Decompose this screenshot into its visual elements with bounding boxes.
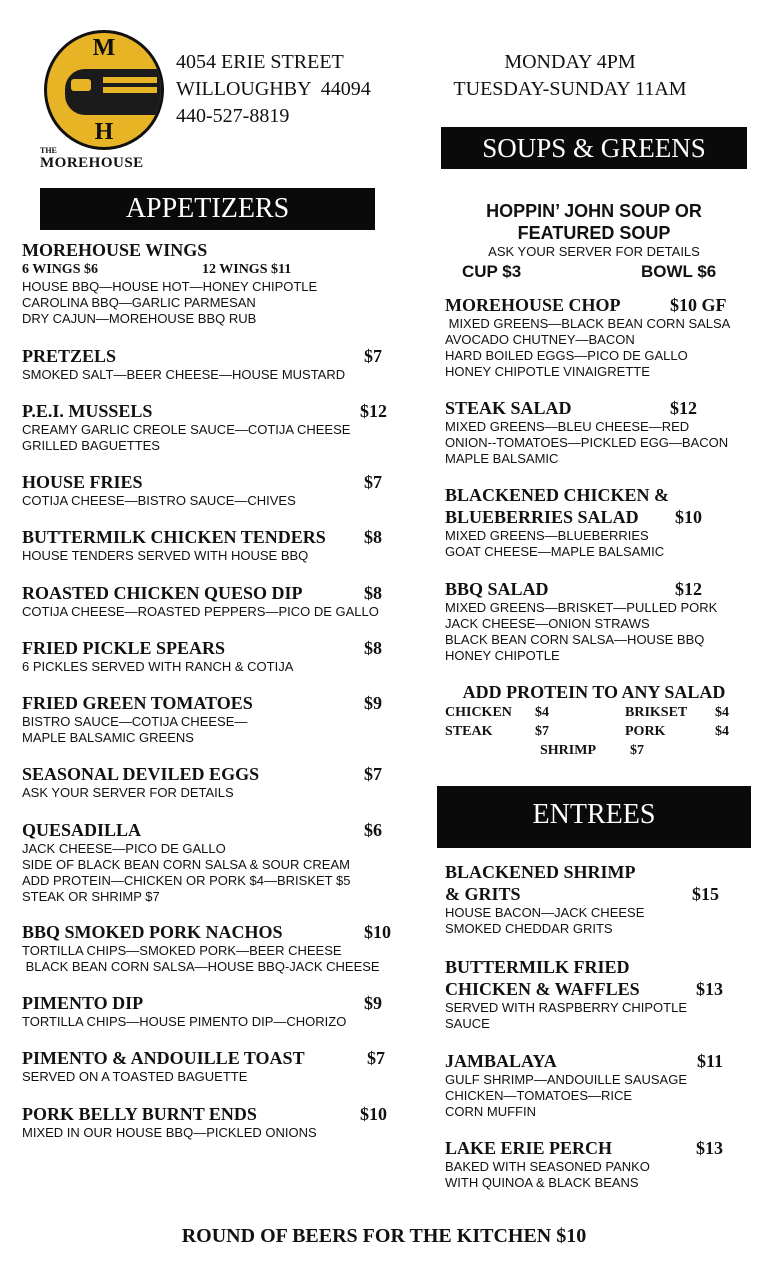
item-desc: DRY CAJUN—MOREHOUSE BBQ RUB [22, 311, 257, 326]
protein-pork: PORK [625, 724, 666, 739]
protein-chicken: CHICKEN [445, 705, 512, 720]
item-title: BUTTERMILK FRIED [445, 957, 630, 977]
item-title: FRIED PICKLE SPEARS [22, 638, 226, 658]
item-title: P.E.I. MUSSELS [22, 401, 153, 421]
section-banner-entrees: ENTREES [437, 786, 751, 848]
item-title: BLACKENED SHRIMP [445, 862, 636, 882]
item-desc: MIXED IN OUR HOUSE BBQ—PICKLED ONIONS [22, 1125, 317, 1140]
item-title-row-2 [445, 883, 745, 905]
item-title-line-2: CHICKEN & WAFFLES [445, 979, 640, 999]
address-block [176, 49, 371, 130]
item-desc: WITH QUINOA & BLACK BEANS [445, 1175, 639, 1190]
logo-letter-m: M [92, 35, 116, 61]
item-desc: SMOKED CHEDDAR GRITS [445, 921, 613, 936]
soup-title [441, 200, 747, 244]
item-desc: MIXED GREENS—BLACK BEAN CORN SALSA [445, 316, 731, 331]
item-desc: AVOCADO CHUTNEY—BACON [445, 332, 635, 347]
item-price: $10 [364, 922, 391, 942]
menu-item-salad [445, 578, 745, 664]
item-desc: BAKED WITH SEASONED PANKO [445, 1159, 650, 1174]
menu-item-salad [445, 397, 745, 467]
logo-name: MOREHOUSE [40, 155, 144, 171]
item-desc: JACK CHEESE—ONION STRAWS [445, 616, 650, 631]
item-desc: BISTRO SAUCE—COTIJA CHEESE— [22, 714, 248, 729]
menu-item-salad [445, 484, 745, 560]
item-desc: GOAT CHEESE—MAPLE BALSAMIC [445, 544, 665, 559]
menu-item [22, 582, 412, 620]
item-price: $10 GF [670, 295, 727, 315]
logo-wordmark [40, 146, 168, 172]
item-price: $9 [364, 993, 382, 1013]
item-desc: HONEY CHIPOTLE [445, 648, 560, 663]
protein-shrimp: SHRIMP [540, 743, 596, 758]
soup-bowl-price: BOWL $6 [641, 262, 717, 281]
item-price: $7 [367, 1048, 385, 1068]
item-title-row-2 [445, 978, 745, 1000]
soup-title-line-2: FEATURED SOUP [517, 223, 671, 243]
item-price: $7 [364, 764, 382, 784]
wings-prices [22, 261, 317, 279]
item-desc: TORTILLA CHIPS—SMOKED PORK—BEER CHEESE [22, 943, 342, 958]
item-desc: CREAMY GARLIC CREOLE SAUCE—COTIJA CHEESE [22, 422, 351, 437]
protein-chicken-price: $4 [535, 705, 549, 720]
menu-item [22, 692, 392, 746]
item-price: $10 [360, 1104, 387, 1124]
item-desc: 6 PICKLES SERVED WITH RANCH & COTIJA [22, 659, 294, 674]
item-desc: STEAK OR SHRIMP $7 [22, 889, 160, 904]
item-desc: BLACK BEAN CORN SALSA—HOUSE BBQ-JACK CHEESE [22, 959, 380, 974]
item-title: LAKE ERIE PERCH [445, 1138, 613, 1158]
protein-pork-price: $4 [715, 724, 729, 739]
menu-item [22, 471, 392, 509]
item-title: SEASONAL DEVILED EGGS [22, 764, 260, 784]
menu-item-entree [445, 1137, 745, 1191]
morehouse-logo [40, 30, 168, 170]
logo-letter-h: H [94, 119, 114, 145]
item-title: PORK BELLY BURNT ENDS [22, 1104, 257, 1124]
item-desc: MIXED GREENS—BRISKET—PULLED PORK [445, 600, 718, 615]
item-desc: JACK CHEESE—PICO DE GALLO [22, 841, 226, 856]
address-line-2: WILLOUGHBY 44094 [176, 78, 371, 100]
item-title: HOUSE FRIES [22, 472, 143, 492]
item-price: $8 [364, 638, 382, 658]
item-desc: SMOKED SALT—BEER CHEESE—HOUSE MUSTARD [22, 367, 346, 382]
phone-number: 440-527-8819 [176, 105, 290, 127]
item-title-row-2 [445, 506, 745, 528]
menu-item [22, 921, 412, 975]
item-desc: COTIJA CHEESE—BISTRO SAUCE—CHIVES [22, 493, 296, 508]
item-desc: MIXED GREENS—BLUEBERRIES [445, 528, 649, 543]
item-title: BLACKENED CHICKEN & [445, 485, 670, 505]
item-title: PRETZELS [22, 346, 117, 366]
item-price: $9 [364, 693, 382, 713]
item-desc: CHICKEN—TOMATOES—RICE [445, 1088, 633, 1103]
item-desc: SERVED WITH RASPBERRY CHIPOTLE [445, 1000, 688, 1015]
item-desc: HOUSE BACON—JACK CHEESE [445, 905, 645, 920]
item-desc: HOUSE TENDERS SERVED WITH HOUSE BBQ [22, 548, 309, 563]
item-price: $13 [696, 1138, 723, 1158]
item-title: PIMENTO & ANDOUILLE TOAST [22, 1048, 305, 1068]
menu-item [22, 526, 392, 564]
hours-line-1: MONDAY 4PM [504, 51, 636, 73]
item-title: MOREHOUSE CHOP [445, 295, 621, 315]
protein-brikset: BRIKSET [625, 705, 688, 720]
item-price: $15 [692, 884, 719, 904]
item-desc: SERVED ON A TOASTED BAGUETTE [22, 1069, 248, 1084]
hours-line-2: TUESDAY-SUNDAY 11AM [453, 78, 687, 100]
item-title: STEAK SALAD [445, 398, 572, 418]
logo-emblem [44, 30, 164, 150]
item-desc: TORTILLA CHIPS—HOUSE PIMENTO DIP—CHORIZO [22, 1014, 347, 1029]
menu-item [22, 992, 392, 1030]
menu-item [22, 637, 392, 675]
wings-twelve-price: 12 WINGS $11 [202, 262, 292, 277]
item-title-line-2: & GRITS [445, 884, 521, 904]
item-desc: SIDE OF BLACK BEAN CORN SALSA & SOUR CREAM [22, 857, 350, 872]
item-desc: ONION--TOMATOES—PICKLED EGG—BACON [445, 435, 729, 450]
item-desc: SAUCE [445, 1016, 490, 1031]
menu-item [22, 1103, 402, 1141]
item-price: $8 [364, 527, 382, 547]
item-desc: ASK YOUR SERVER FOR DETAILS [22, 785, 234, 800]
protein-brikset-price: $4 [715, 705, 729, 720]
item-desc: HOUSE BBQ—HOUSE HOT—HONEY CHIPOTLE [22, 279, 318, 294]
footer-note: ROUND OF BEERS FOR THE KITCHEN $10 [181, 1225, 587, 1247]
menu-item [22, 763, 392, 801]
item-desc: BLACK BEAN CORN SALSA—HOUSE BBQ [445, 632, 705, 647]
menu-item-entree [445, 861, 745, 937]
item-desc: CORN MUFFIN [445, 1104, 536, 1119]
train-icon [65, 69, 163, 115]
item-title: BBQ SALAD [445, 579, 549, 599]
section-banner-soups: SOUPS & GREENS [441, 127, 747, 169]
item-desc: GRILLED BAGUETTES [22, 438, 160, 453]
item-desc: ADD PROTEIN—CHICKEN OR PORK $4—BRISKET $5 [22, 873, 351, 888]
menu-item [22, 400, 402, 454]
item-price: $12 [670, 398, 697, 418]
logo-the: THE [40, 146, 57, 155]
wings-six-price: 6 WINGS $6 [22, 262, 98, 277]
item-price: $6 [364, 820, 382, 840]
soup-cup-price: CUP $3 [462, 262, 522, 281]
item-desc: MAPLE BALSAMIC [445, 451, 559, 466]
item-desc: GULF SHRIMP—ANDOUILLE SAUSAGE [445, 1072, 687, 1087]
item-desc: CAROLINA BBQ—GARLIC PARMESAN [22, 295, 256, 310]
item-desc: COTIJA CHEESE—ROASTED PEPPERS—PICO DE GALLO [22, 604, 379, 619]
item-price: $13 [696, 979, 723, 999]
soup-title-line-1: HOPPIN’ JOHN SOUP OR [486, 201, 702, 221]
item-title-line-2: BLUEBERRIES SALAD [445, 507, 639, 527]
item-desc: MAPLE BALSAMIC GREENS [22, 730, 194, 745]
item-title: ROASTED CHICKEN QUESO DIP [22, 583, 303, 603]
protein-steak-price: $7 [535, 724, 549, 739]
menu-item [22, 819, 392, 905]
protein-shrimp-price: $7 [630, 743, 644, 758]
item-title: BBQ SMOKED PORK NACHOS [22, 922, 283, 942]
item-title: FRIED GREEN TOMATOES [22, 693, 253, 713]
protein-heading: ADD PROTEIN TO ANY SALAD [462, 682, 726, 702]
item-price: $12 [675, 579, 702, 599]
menu-item-entree [445, 1050, 745, 1120]
item-price: $7 [364, 346, 382, 366]
item-price: $8 [364, 583, 382, 603]
soup-note: ASK YOUR SERVER FOR DETAILS [488, 244, 700, 259]
menu-item-salad [445, 294, 745, 380]
item-title: QUESADILLA [22, 820, 142, 840]
item-price: $11 [697, 1051, 724, 1071]
item-price: $10 [675, 507, 702, 527]
hours-block [446, 49, 694, 103]
item-desc: MIXED GREENS—BLEU CHEESE—RED [445, 419, 690, 434]
item-title: JAMBALAYA [445, 1051, 557, 1071]
menu-item [22, 345, 392, 383]
item-desc: HONEY CHIPOTLE VINAIGRETTE [445, 364, 650, 379]
item-price: $7 [364, 472, 382, 492]
item-price: $12 [360, 401, 387, 421]
item-title: PIMENTO DIP [22, 993, 144, 1013]
menu-item-entree [445, 956, 745, 1032]
item-title: BUTTERMILK CHICKEN TENDERS [22, 527, 326, 547]
item-title: MOREHOUSE WINGS [22, 240, 208, 260]
address-line-1: 4054 ERIE STREET [176, 51, 344, 73]
menu-item-wings [22, 239, 317, 327]
section-banner-appetizers: APPETIZERS [40, 188, 375, 230]
protein-steak: STEAK [445, 724, 493, 739]
item-desc: HARD BOILED EGGS—PICO DE GALLO [445, 348, 688, 363]
menu-item [22, 1047, 392, 1085]
